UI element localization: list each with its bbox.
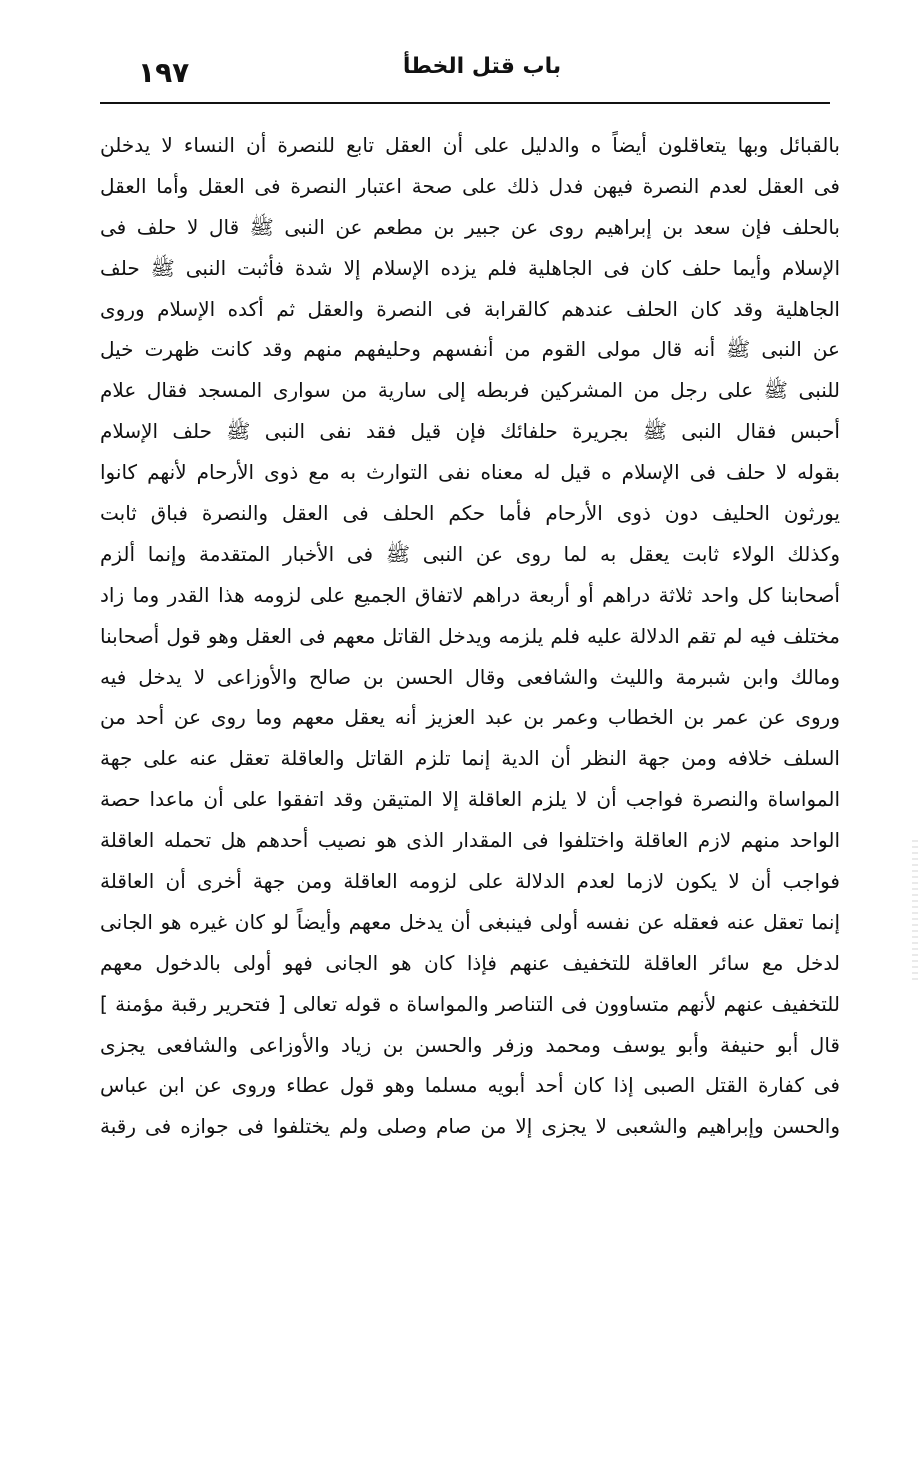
text-line: والحسن وإبراهيم والشعبى لا يجزى إلا من صام وصلى ولم يختلفوا فى جوازه فى رقبة — [100, 1114, 840, 1139]
text-line: وروى عن عمر بن الخطاب وعمر بن عبد العزيز أنه يعقل معهم وما روى عن أحد من — [100, 705, 840, 730]
text-line: فواجب أن لا يكون لازما لعدم الدلالة على لزومه العاقلة ومن جهة أخرى أن العاقلة — [100, 869, 840, 894]
text-line: مختلف فيه لم تقم الدلالة عليه فلم يلزمه ويدخل القاتل معهم فى العقل وهو قول أصحابنا — [100, 623, 840, 648]
text-line: الواحد منهم لازم العاقلة واختلفوا فى المقدار الذى هو نصيب أحدهم هل تحمله العاقلة — [100, 828, 840, 853]
text-line: السلف خلافه ومن جهة النظر أن الدية إنما تلزم القاتل والعاقلة تعقل عنه على جهة — [100, 746, 840, 771]
text-line: المواساة والنصرة فواجب أن لا يلزم العاقلة إلا المتيقن وقد اتفقوا على أن ماعدا حصة — [100, 787, 840, 812]
text-line: يورثون الحليف دون ذوى الأرحام فأما حكم الحلف فى العقل والنصرة فباق ثابت — [100, 501, 840, 526]
text-line: للتخفيف عنهم لأنهم متساوون فى التناصر والمواساة ه قوله تعالى [ فتحرير رقبة مؤمنة ] — [100, 991, 840, 1016]
text-line: أحبس فقال النبى ﷺ بجريرة حلفائك فإن قيل فقد نفى النبى ﷺ حلف الإسلام — [100, 419, 840, 444]
running-title: باب قتل الخطأ — [402, 54, 562, 79]
text-line: للنبى ﷺ على رجل من المشركين فربطه إلى سارية من سوارى المسجد فقال علام — [100, 378, 840, 403]
text-line: قال أبو حنيفة وأبو يوسف ومحمد وزفر والحسن بن زياد والأوزاعى والشافعى يجزى — [100, 1032, 840, 1057]
text-line: فى كفارة القتل الصبى إذا كان أحد أبويه مسلما وهو قول عطاء وروى عن ابن عباس — [100, 1073, 840, 1098]
text-line: الإسلام وأيما حلف كان فى الجاهلية فلم يزده الإسلام إلا شدة فأثبت النبى ﷺ حلف — [100, 255, 840, 280]
body-text — [100, 125, 840, 1147]
text-line: إنما تعقل عنه فعقله عن نفسه أولى فينبغى أن يدخل معهم وأيضاً لو كان غيره هو الجانى — [100, 909, 840, 934]
text-line: عن النبى ﷺ أنه قال مولى القوم من أنفسهم وحليفهم منهم وقد كانت ظهرت خيل — [100, 337, 840, 362]
page-header — [100, 48, 830, 98]
text-line: بقوله لا حلف فى الإسلام ه قيل له معناه نفى التوارث به مع ذوى الأرحام لأنهم كانوا — [100, 460, 840, 485]
text-line: الجاهلية وقد كان الحلف عندهم كالقرابة فى النصرة والعقل ثم أكده الإسلام وروى — [100, 296, 840, 321]
text-line: فى العقل لعدم النصرة فيهن فدل ذلك على صحة اعتبار النصرة فى العقل وأما العقل — [100, 173, 840, 198]
text-line: وكذلك الولاء ثابت يعقل به لما روى عن النبى ﷺ فى الأخبار المتقدمة وإنما ألزم — [100, 541, 840, 566]
page-number: ١٩٧ — [138, 56, 190, 89]
text-line: بالقبائل وبها يتعاقلون أيضاً ه والدليل على أن العقل تابع للنصرة أن النساء لا يدخلن — [100, 133, 840, 157]
text-line: لدخل مع سائر العاقلة للتخفيف عنهم فإذا كان هو الجانى فهو أولى بالدخول معهم — [100, 950, 840, 975]
header-divider — [100, 102, 830, 104]
scan-artifact — [912, 840, 918, 980]
text-line: ومالك وابن شبرمة والليث والشافعى وقال الحسن بن صالح والأوزاعى لا يدخل فيه — [100, 664, 840, 689]
text-line: أصحابنا كل واحد ثلاثة دراهم أو أربعة دراهم لاتفاق الجميع على لزومه هذا القدر وما زاد — [100, 582, 840, 607]
text-line: بالحلف فإن سعد بن إبراهيم روى عن جبير بن مطعم عن النبى ﷺ قال لا حلف فى — [100, 214, 840, 239]
